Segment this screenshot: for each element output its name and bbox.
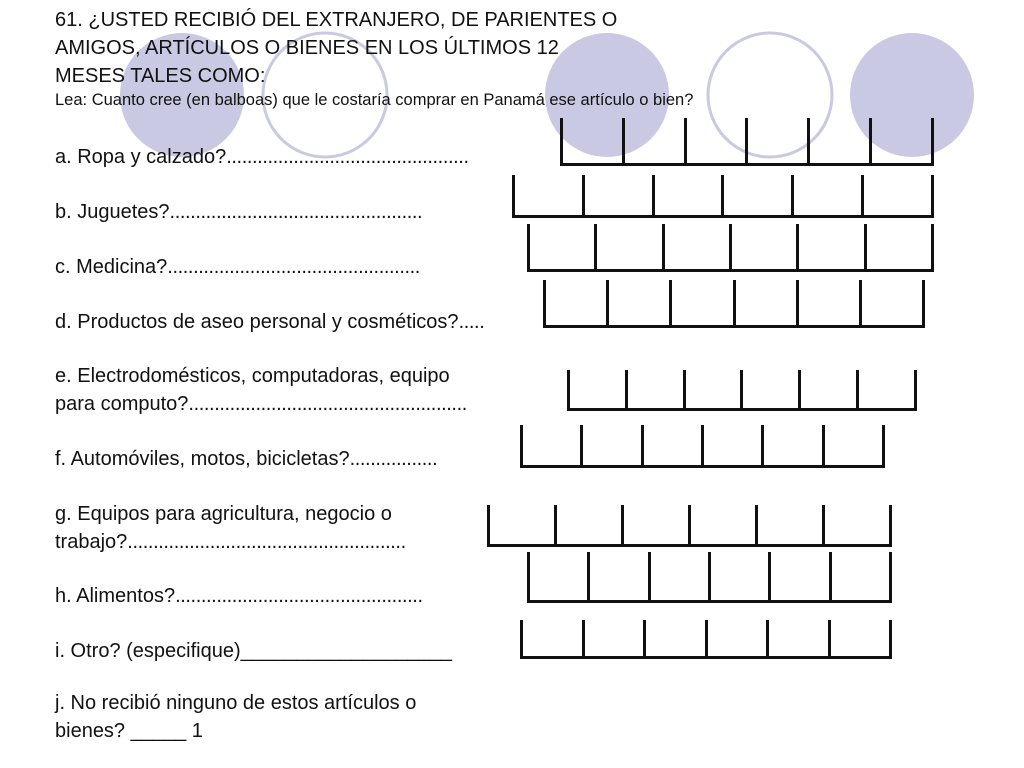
item-a-dots: ............................................... [226, 146, 469, 168]
answer-box[interactable] [560, 118, 622, 166]
answer-box[interactable] [705, 620, 767, 659]
item-g-boxes[interactable] [487, 505, 892, 547]
item-e-text: para computo? [55, 393, 189, 415]
answer-box[interactable] [512, 175, 582, 218]
item-i-label[interactable]: i. Otro? (especifique)___________________ [55, 640, 452, 662]
answer-box[interactable] [701, 425, 761, 468]
answer-box[interactable] [625, 370, 683, 411]
answer-box[interactable] [791, 175, 861, 218]
item-b-text: b. Juguetes? [55, 201, 170, 223]
answer-box[interactable] [580, 425, 640, 468]
answer-box[interactable] [864, 224, 934, 272]
answer-box[interactable] [822, 425, 885, 468]
answer-box[interactable] [554, 505, 621, 547]
item-c-text: c. Medicina? [55, 256, 168, 278]
answer-box[interactable] [543, 280, 606, 328]
answer-box[interactable] [688, 505, 755, 547]
item-g-text: trabajo? [55, 531, 128, 553]
question-title-line3: MESES TALES COMO: [55, 65, 266, 87]
answer-box[interactable] [829, 552, 892, 603]
item-a-label [55, 145, 469, 170]
item-j-line1: j. No recibió ninguno de estos artículos o [55, 692, 417, 714]
answer-box[interactable] [487, 505, 554, 547]
item-c-boxes[interactable] [527, 224, 934, 272]
answer-box[interactable] [733, 280, 796, 328]
question-title-line2: AMIGOS, ARTÍCULOS O BIENES EN LOS ÚLTIMOS 12 [55, 37, 559, 59]
answer-box[interactable] [621, 505, 688, 547]
answer-box[interactable] [520, 425, 580, 468]
answer-box[interactable] [527, 552, 587, 603]
item-g-line2 [55, 530, 406, 555]
item-h-dots: ................................................ [175, 585, 423, 607]
item-j-line2[interactable]: bienes? _____ 1 [55, 720, 203, 742]
answer-box[interactable] [859, 280, 925, 328]
question-title-line1: 61. ¿USTED RECIBIÓ DEL EXTRANJERO, DE PARIENTES O [55, 9, 618, 31]
answer-box[interactable] [766, 620, 828, 659]
item-c-label [55, 255, 420, 280]
answer-box[interactable] [684, 118, 746, 166]
item-b-boxes[interactable] [512, 175, 934, 218]
answer-box[interactable] [796, 280, 859, 328]
answer-box[interactable] [652, 175, 722, 218]
answer-box[interactable] [708, 552, 768, 603]
item-h-boxes[interactable] [527, 552, 892, 603]
item-d-dots: ..... [458, 311, 485, 333]
item-a-boxes[interactable] [560, 118, 934, 166]
item-e-boxes[interactable] [567, 370, 917, 411]
answer-box[interactable] [587, 552, 647, 603]
item-f-label [55, 447, 437, 472]
answer-box[interactable] [622, 118, 684, 166]
item-c-dots: ................................................. [167, 256, 420, 278]
answer-box[interactable] [798, 370, 856, 411]
item-f-boxes[interactable] [520, 425, 885, 468]
answer-box[interactable] [796, 224, 863, 272]
item-b-dots: ................................................. [169, 201, 423, 223]
item-e-line1: e. Electrodomésticos, computadoras, equipo [55, 365, 450, 387]
item-i-boxes[interactable] [520, 620, 892, 659]
answer-box[interactable] [683, 370, 741, 411]
item-b-label [55, 200, 422, 225]
answer-box[interactable] [745, 118, 807, 166]
answer-box[interactable] [828, 620, 893, 659]
answer-box[interactable] [822, 505, 892, 547]
answer-box[interactable] [721, 175, 791, 218]
answer-box[interactable] [669, 280, 732, 328]
item-f-text: f. Automóviles, motos, bicicletas? [55, 448, 350, 470]
item-h-label [55, 584, 423, 609]
answer-box[interactable] [606, 280, 669, 328]
item-f-dots: ................. [349, 448, 438, 470]
answer-box[interactable] [643, 620, 705, 659]
answer-box[interactable] [648, 552, 708, 603]
answer-box[interactable] [856, 370, 917, 411]
answer-box[interactable] [582, 175, 652, 218]
item-g-dots: ...................................................... [127, 531, 406, 553]
answer-box[interactable] [527, 224, 594, 272]
item-a-text: a. Ropa y calzado? [55, 146, 227, 168]
answer-box[interactable] [520, 620, 582, 659]
answer-box[interactable] [594, 224, 661, 272]
answer-box[interactable] [869, 118, 934, 166]
item-e-line2 [55, 392, 467, 417]
answer-box[interactable] [755, 505, 822, 547]
item-d-text: d. Productos de aseo personal y cosméticos? [55, 311, 459, 333]
item-d-boxes[interactable] [543, 280, 925, 328]
answer-box[interactable] [582, 620, 644, 659]
answer-box[interactable] [861, 175, 934, 218]
answer-box[interactable] [768, 552, 828, 603]
answer-box[interactable] [740, 370, 798, 411]
answer-box[interactable] [641, 425, 701, 468]
answer-box[interactable] [662, 224, 729, 272]
item-g-line1: g. Equipos para agricultura, negocio o [55, 503, 392, 525]
answer-box[interactable] [761, 425, 821, 468]
item-e-dots: ...................................................... [188, 393, 467, 415]
item-h-text: h. Alimentos? [55, 585, 176, 607]
answer-box[interactable] [807, 118, 869, 166]
answer-box[interactable] [567, 370, 625, 411]
answer-box[interactable] [729, 224, 796, 272]
item-d-label [55, 310, 484, 335]
question-instruction: Lea: Cuanto cree (en balboas) que le costaría comprar en Panamá ese artículo o bien? [55, 91, 694, 109]
